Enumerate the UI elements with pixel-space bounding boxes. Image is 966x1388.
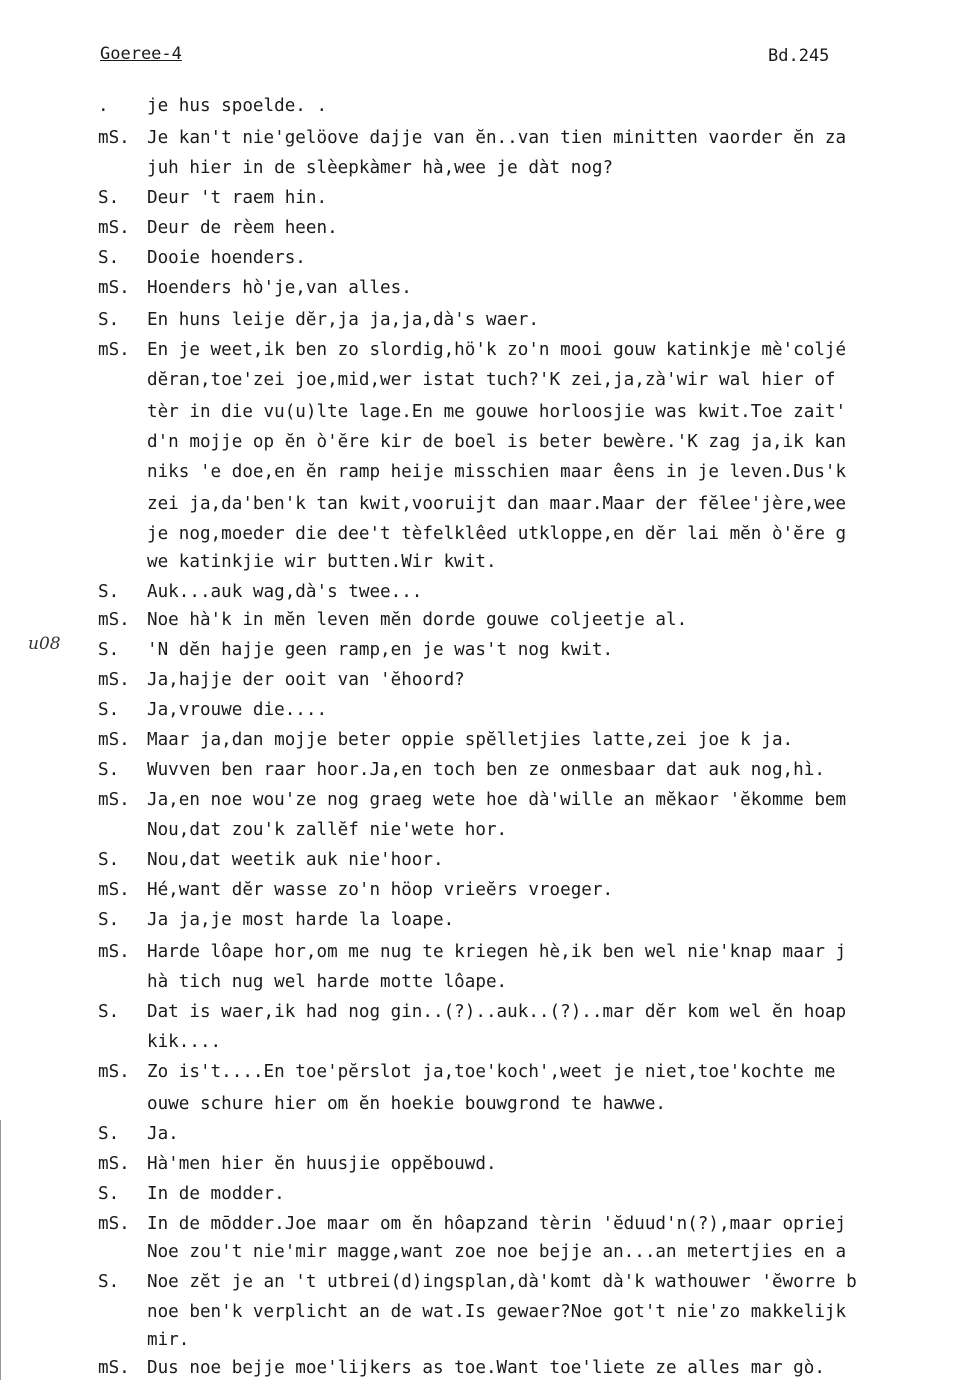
utterance-text: In de modder. — [147, 1184, 285, 1204]
utterance-text: we katinkjie wir butten.Wir kwit. — [147, 552, 497, 572]
utterance-text: Wuvven ben raar hoor.Ja,en toch ben ze onmesbaar dat auk nog,hì. — [147, 760, 825, 780]
transcript-line — [0, 606, 966, 634]
speaker-label: S. — [98, 1124, 120, 1144]
speaker-label: S. — [98, 910, 120, 930]
transcript-line — [0, 366, 966, 394]
utterance-text: Ja ja,je most harde la loape. — [147, 910, 455, 930]
utterance-text: tèr in die vu(u)lte lage.En me gouwe horloosjie was kwit.Toe zait' — [147, 402, 847, 422]
utterance-text: Auk...auk wag,dà's twee... — [147, 582, 423, 602]
speaker-label: mS. — [98, 790, 130, 810]
utterance-text: Je kan't nie'gelöove dajje van ĕn..van tien minitten vaorder ĕn za — [147, 128, 847, 148]
speaker-label: S. — [98, 760, 120, 780]
transcript-line — [0, 336, 966, 364]
transcript-line — [0, 1028, 966, 1056]
utterance-text: zei ja,da'ben'k tan kwit,vooruijt dan maar.Maar der fĕlee'jère,wee — [147, 494, 847, 514]
utterance-text: noe ben'k verplicht an de wat.Is gewaer?Noe got't nie'zo makkelijk — [147, 1302, 847, 1322]
utterance-text: juh hier in de slèepkàmer hà,wee je dàt nog? — [147, 158, 614, 178]
speaker-label: S. — [98, 582, 120, 602]
speaker-label: S. — [98, 188, 120, 208]
transcript-line — [0, 636, 966, 664]
transcript-line — [0, 938, 966, 966]
utterance-text: Hà'men hier ĕn huusjie oppĕbouwd. — [147, 1154, 497, 1174]
utterance-text: ouwe schure hier om ĕn hoekie bouwgrond te hawwe. — [147, 1094, 667, 1114]
speaker-label: mS. — [98, 278, 130, 298]
page-reference: Bd.245 — [768, 46, 830, 66]
transcript-line — [0, 1268, 966, 1296]
utterance-text: Nou,dat zou'k zallĕf nie'wete hor. — [147, 820, 508, 840]
transcript-line — [0, 274, 966, 302]
speaker-label: mS. — [98, 340, 130, 360]
transcript-line — [0, 816, 966, 844]
transcript-line — [0, 92, 966, 120]
utterance-text: Maar ja,dan mojje beter oppie spĕlletjies latte,zei joe k ja. — [147, 730, 794, 750]
speaker-label: S. — [98, 1272, 120, 1292]
utterance-text: d'n mojje op ĕn ò'ĕre kir de boel is beter bewère.'K zag ja,ik kan — [147, 432, 847, 452]
utterance-text: Deur 't raem hin. — [147, 188, 328, 208]
utterance-text: En je weet,ik ben zo slordig,hö'k zo'n mooi gouw katinkje mè'coljé — [147, 340, 847, 360]
speaker-label: mS. — [98, 730, 130, 750]
transcript-line — [0, 184, 966, 212]
speaker-label: mS. — [98, 128, 130, 148]
transcript-line — [0, 1210, 966, 1238]
transcript-line — [0, 666, 966, 694]
utterance-text: mir. — [147, 1330, 190, 1350]
transcript-line — [0, 998, 966, 1026]
transcript-line — [0, 1150, 966, 1178]
utterance-text: niks 'e doe,en ĕn ramp heije misschien maar êens in je leven.Dus'k — [147, 462, 847, 482]
utterance-text: dĕran,toe'zei joe,mid,wer istat tuch?'K zei,ja,zà'wir wal hier of — [147, 370, 836, 390]
transcript-line — [0, 458, 966, 486]
transcript-line — [0, 786, 966, 814]
utterance-text: Hoenders hò'je,van alles. — [147, 278, 412, 298]
transcript-line — [0, 124, 966, 152]
utterance-text: En huns leije dĕr,ja ja,ja,dà's waer. — [147, 310, 539, 330]
transcript-line — [0, 1326, 966, 1354]
utterance-text: Hé,want dĕr wasse zo'n höop vrieĕrs vroeger. — [147, 880, 614, 900]
transcript-line — [0, 214, 966, 242]
utterance-text: kik.... — [147, 1032, 222, 1052]
speaker-label: S. — [98, 850, 120, 870]
utterance-text: Ja,hajje der ooit van 'ĕhoord? — [147, 670, 465, 690]
speaker-label: S. — [98, 1184, 120, 1204]
margin-annotation: u08 — [28, 634, 61, 654]
transcript-line — [0, 968, 966, 996]
utterance-text: Harde lôape hor,om me nug te kriegen hè,ik ben wel nie'knap maar j — [147, 942, 847, 962]
speaker-label: . — [98, 96, 109, 116]
transcript-line — [0, 398, 966, 426]
speaker-label: S. — [98, 700, 120, 720]
speaker-label: mS. — [98, 880, 130, 900]
transcript-line — [0, 1120, 966, 1148]
utterance-text: Zo is't....En toe'pĕrslot ja,toe'koch',weet je niet,toe'kochte me — [147, 1062, 836, 1082]
utterance-text: Ja. — [147, 1124, 179, 1144]
transcript-line — [0, 1298, 966, 1326]
speaker-label: S. — [98, 1002, 120, 1022]
transcript-line — [0, 756, 966, 784]
speaker-label: S. — [98, 310, 120, 330]
utterance-text: Noe hà'k in mĕn leven mĕn dorde gouwe coljeetje al. — [147, 610, 688, 630]
utterance-text: Noe zou't nie'mir magge,want zoe noe bejje an...an metertjies en a — [147, 1242, 847, 1262]
transcript-line — [0, 696, 966, 724]
transcript-line — [0, 726, 966, 754]
utterance-text: Dat is waer,ik had nog gin..(?)..auk..(?)..mar dĕr kom wel ĕn hoap — [147, 1002, 847, 1022]
speaker-label: mS. — [98, 1358, 130, 1378]
transcript-line — [0, 876, 966, 904]
utterance-text: Dus noe bejje moe'lijkers as toe.Want toe'liete ze alles mar gò. — [147, 1358, 825, 1378]
speaker-label: mS. — [98, 218, 130, 238]
transcript-line — [0, 244, 966, 272]
transcript-line — [0, 1238, 966, 1266]
speaker-label: mS. — [98, 942, 130, 962]
transcript-line — [0, 578, 966, 606]
transcript-line — [0, 906, 966, 934]
transcript-line — [0, 1090, 966, 1118]
transcript-line — [0, 520, 966, 548]
utterance-text: je nog,moeder die dee't tèfelklêed utkloppe,en dĕr lai mĕn ò'ĕre g — [147, 524, 847, 544]
transcript-line — [0, 428, 966, 456]
speaker-label: mS. — [98, 1062, 130, 1082]
speaker-label: S. — [98, 248, 120, 268]
speaker-label: S. — [98, 640, 120, 660]
utterance-text: Deur de rèem heen. — [147, 218, 338, 238]
utterance-text: In de mōdder.Joe maar om ĕn hôapzand tèrin 'ĕduud'n(?),maar opriej — [147, 1214, 847, 1234]
utterance-text: Ja,vrouwe die.... — [147, 700, 328, 720]
transcript-line — [0, 1354, 966, 1382]
utterance-text: hà tich nug wel harde motte lôape. — [147, 972, 508, 992]
transcript-line — [0, 490, 966, 518]
utterance-text: Noe zĕt je an 't utbrei(d)ingsplan,dà'komt dà'k wathouwer 'ĕworre b — [147, 1272, 857, 1292]
transcript-line — [0, 1180, 966, 1208]
utterance-text: 'N dĕn hajje geen ramp,en je was't nog kwit. — [147, 640, 614, 660]
speaker-label: mS. — [98, 610, 130, 630]
transcript-line — [0, 548, 966, 576]
speaker-label: mS. — [98, 1154, 130, 1174]
utterance-text: je hus spoelde. . — [147, 96, 328, 116]
transcript-line — [0, 306, 966, 334]
utterance-text: Ja,en noe wou'ze nog graeg wete hoe dà'wille an mĕkaor 'ĕkomme bem — [147, 790, 847, 810]
transcript-line — [0, 1058, 966, 1086]
document-title: Goeree-4 — [100, 44, 182, 64]
transcript-line — [0, 154, 966, 182]
utterance-text: Dooie hoenders. — [147, 248, 306, 268]
speaker-label: mS. — [98, 1214, 130, 1234]
speaker-label: mS. — [98, 670, 130, 690]
utterance-text: Nou,dat weetik auk nie'hoor. — [147, 850, 444, 870]
transcript-line — [0, 846, 966, 874]
